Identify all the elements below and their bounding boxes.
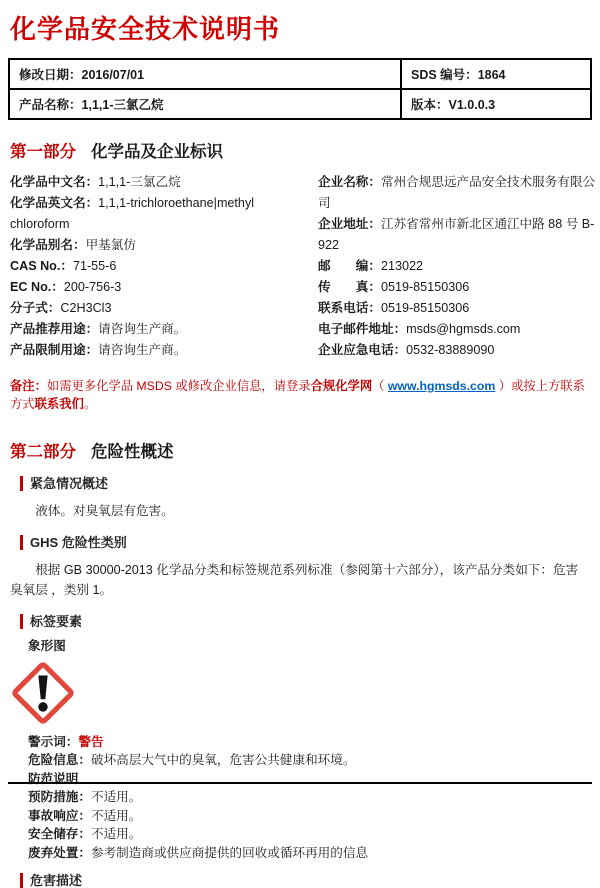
company-address-field — [318, 214, 596, 256]
field-label: 邮 编： — [318, 259, 381, 273]
field-label: 废弃处置： — [28, 845, 91, 860]
field-value: 1,1,1-trichloroethane|methyl chloroform — [10, 196, 255, 231]
field-value: 0519-85150306 — [380, 280, 470, 294]
remark-site-name: 合规化学网 — [310, 379, 373, 393]
modify-date-value: 2016/07/01 — [81, 68, 145, 82]
field-value: C2H3Cl3 — [60, 301, 112, 315]
field-label: CAS No.： — [10, 259, 73, 273]
section1-title: 化学品及企业标识 — [91, 143, 223, 161]
chemical-identity-column — [10, 172, 318, 361]
phone-field — [318, 298, 596, 319]
field-value: 71-55-6 — [72, 259, 117, 273]
label-details-block — [28, 733, 600, 863]
signal-word-value: 警告 — [78, 734, 104, 749]
label-elements-block — [28, 637, 600, 656]
section1-heading — [10, 138, 600, 162]
product-name-value: 1,1,1-三氯乙烷 — [81, 98, 164, 112]
hazard-info-row — [28, 751, 600, 770]
storage-row — [28, 825, 600, 844]
field-label: 传 真： — [318, 280, 381, 294]
emergency-overview-text: 液体。对臭氧层有危害。 — [35, 504, 174, 518]
page-footer-divider — [8, 782, 592, 784]
field-label: 安全储存： — [28, 827, 91, 841]
field-value: 江苏省常州市新北区通江中路 88 号 B-922 — [318, 217, 595, 252]
cas-no-field — [10, 256, 310, 277]
sds-number-value: 1864 — [477, 68, 506, 82]
field-value: 请咨询生产商。 — [98, 322, 187, 336]
remark-text-2: 或按上方联系方式 — [10, 379, 585, 411]
version-label: 版本： — [411, 98, 449, 112]
field-value: 不适用。 — [90, 790, 142, 804]
field-label: 企业应急电话： — [318, 343, 407, 357]
remark-suffix: 。 — [83, 397, 97, 411]
sds-document-page — [0, 13, 600, 888]
field-value: 不适用。 — [90, 827, 142, 841]
footer-cropped-text — [428, 787, 521, 791]
response-row — [28, 807, 600, 826]
field-label: 化学品别名： — [10, 238, 86, 252]
field-value: 请咨询生产商。 — [98, 343, 187, 357]
hazard-info-value: 破坏高层大气中的臭氧，危害公共健康和环境。 — [90, 753, 356, 767]
field-label: 预防措施： — [28, 790, 91, 804]
pictogram-container — [10, 660, 600, 731]
signal-word-label: 警示词： — [28, 734, 79, 749]
field-label: 产品限制用途： — [10, 343, 99, 357]
table-row — [9, 89, 591, 119]
emergency-phone-field — [318, 340, 596, 361]
ghs-classification-text: 根据 GB 30000-2013 化学品分类和标签规范系列标准（参阅第十六部分），该产品分类如下：危害臭氧层 ，类别 1。 — [10, 563, 579, 597]
field-value: 参考制造商或供应商提供的回收或循环再用的信息 — [90, 845, 369, 860]
fax-field — [318, 277, 596, 298]
field-label: 电子邮件地址： — [318, 322, 407, 336]
sds-number-cell — [401, 59, 591, 89]
field-label: EC No.： — [10, 280, 64, 294]
remark-paren-close: ） — [495, 379, 512, 393]
remark-note — [10, 377, 590, 413]
field-value: msds@hgmsds.com — [406, 322, 521, 336]
version-value: V1.0.0.3 — [448, 98, 496, 112]
pictogram-label: 象形图 — [28, 639, 66, 653]
remark-label: 备注： — [10, 379, 47, 393]
field-label: 企业名称： — [318, 175, 381, 189]
section2-heading — [10, 438, 600, 462]
field-value: 0532-83889090 — [406, 343, 495, 357]
precaution-heading: 防范说明 — [28, 771, 79, 786]
emergency-overview-heading: 紧急情况概述 — [20, 476, 600, 491]
sds-number-label: SDS 编号： — [411, 68, 478, 82]
page-title: 化学品安全技术说明书 — [10, 14, 281, 44]
field-label: 事故响应： — [28, 808, 91, 823]
english-name-field — [10, 193, 310, 235]
field-value: 200-756-3 — [63, 280, 122, 294]
version-cell — [401, 89, 591, 119]
field-value: 甲基氯仿 — [85, 238, 136, 252]
field-value: 不适用。 — [90, 808, 142, 823]
field-label: 化学品英文名： — [10, 196, 99, 210]
product-name-label: 产品名称： — [19, 98, 82, 112]
recommended-use-field — [10, 319, 310, 340]
section1-columns — [10, 172, 600, 361]
company-name-field — [318, 172, 596, 214]
field-label: 企业地址： — [318, 217, 381, 231]
section2-title: 危险性概述 — [91, 443, 174, 461]
field-label: 联系电话： — [318, 301, 381, 315]
ghs-classification-heading: GHS 危险性类别 — [20, 535, 600, 550]
restricted-use-field — [10, 340, 310, 361]
field-label: 分子式： — [10, 301, 61, 315]
remark-paren-open: （ — [372, 379, 388, 393]
remark-text-1: 如需更多化学品 MSDS 或修改企业信息，请登录 — [46, 379, 311, 393]
hazard-info-label: 危险信息： — [28, 753, 91, 767]
section2-number: 第二部分 — [10, 443, 76, 461]
modify-date-cell — [9, 59, 401, 89]
hgmsds-link[interactable]: www.hgmsds.com — [387, 379, 496, 393]
field-value: 0519-85150306 — [380, 301, 470, 315]
disposal-row — [28, 844, 600, 863]
product-name-cell — [9, 89, 401, 119]
info-table — [8, 58, 592, 120]
modify-date-label: 修改日期： — [19, 68, 82, 82]
alias-field — [10, 235, 310, 256]
signal-word-row — [28, 733, 600, 752]
email-field — [318, 319, 596, 340]
label-elements-heading: 标签要素 — [20, 614, 600, 629]
field-label: 产品推荐用途： — [10, 322, 99, 336]
postal-code-field — [318, 256, 596, 277]
remark-contact-us: 联系我们 — [34, 397, 84, 411]
field-value: 常州合规思远产品安全技术服务有限公司 — [318, 175, 596, 210]
section1-number: 第一部分 — [10, 143, 76, 161]
chinese-name-field — [10, 172, 310, 193]
field-value: 213022 — [380, 259, 423, 273]
hazard-description-heading: 危害描述 — [20, 873, 600, 888]
field-value: 1,1,1-三氯乙烷 — [98, 175, 181, 189]
table-row — [9, 59, 591, 89]
molecular-formula-field — [10, 298, 310, 319]
ec-no-field — [10, 277, 310, 298]
field-label: 化学品中文名： — [10, 175, 99, 189]
ghs07-exclamation-icon — [10, 660, 76, 726]
company-info-column — [318, 172, 600, 361]
